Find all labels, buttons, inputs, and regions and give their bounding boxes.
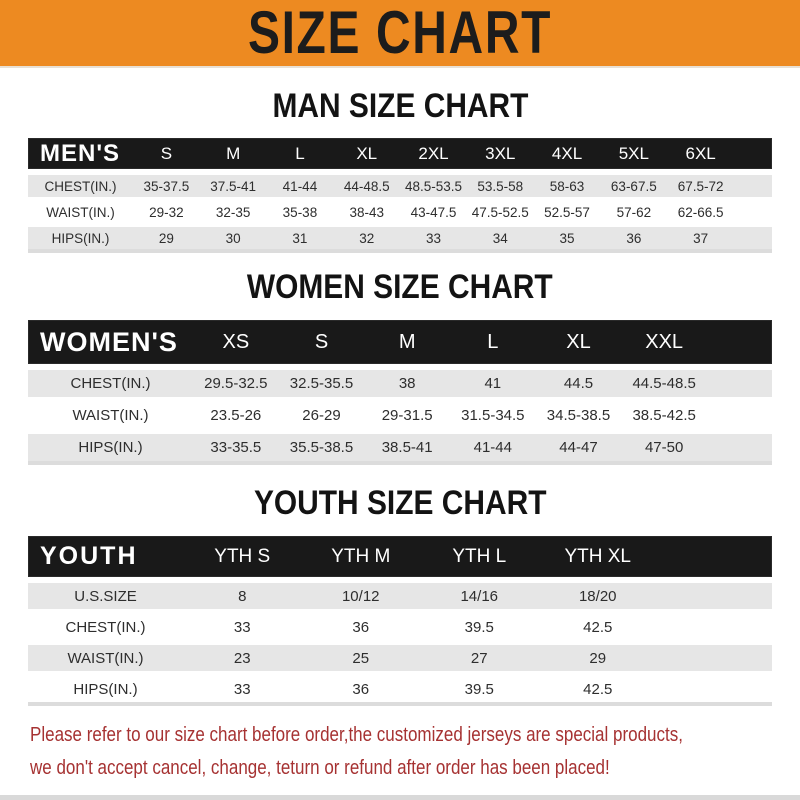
table-cell: 38	[398, 375, 416, 392]
table-cell: 43-47.5	[410, 204, 457, 220]
table-cell: 18/20	[578, 587, 617, 605]
column-header: S	[314, 330, 329, 353]
table-cell: 29	[589, 649, 607, 667]
table-row	[28, 227, 772, 249]
table-row	[28, 676, 772, 702]
women-size-table	[28, 320, 772, 465]
table-cell: 30	[225, 230, 241, 246]
table-cell: 53.5-58	[477, 178, 524, 194]
table-cell: 57-62	[616, 204, 652, 220]
table-row	[28, 614, 772, 640]
table-cell: 36	[626, 230, 642, 246]
table-cell: 34	[492, 230, 508, 246]
table-header-row	[28, 138, 772, 169]
table-cell: 23	[233, 649, 251, 667]
table-cell: 36	[352, 680, 370, 698]
table-cell: 35.5-38.5	[289, 439, 354, 456]
table-cell: 41-44	[282, 178, 318, 194]
table-cell: 29.5-32.5	[204, 375, 268, 392]
table-cell: 33	[425, 230, 441, 246]
footer-note	[30, 719, 800, 785]
table-cell: 32.5-35.5	[289, 375, 354, 392]
table-cell: 37	[693, 230, 709, 246]
table-cell: 37.5-41	[210, 178, 257, 194]
column-header: 6XL	[685, 143, 716, 163]
bottom-edge-strip	[0, 795, 800, 800]
column-header: 5XL	[618, 143, 649, 163]
column-header: S	[160, 143, 173, 163]
table-cell: 47-50	[644, 439, 684, 456]
column-header: XL	[566, 330, 591, 353]
table-cell: 25	[352, 649, 370, 667]
table-cell: 39.5	[464, 680, 494, 698]
table-cell: 35	[559, 230, 575, 246]
men-section-title	[0, 88, 800, 124]
table-row	[28, 201, 772, 223]
table-cell: 42.5	[583, 680, 613, 698]
row-label: WAIST(IN.)	[46, 204, 115, 220]
row-label: CHEST(IN.)	[70, 375, 151, 392]
table-cell: 29-32	[149, 204, 184, 220]
youth-size-table	[28, 536, 772, 706]
table-row	[28, 434, 772, 461]
column-header: YTH L	[452, 545, 507, 567]
table-row	[28, 402, 772, 429]
table-cell: 52.5-57	[544, 204, 590, 220]
table-header-row	[28, 320, 772, 364]
table-cell: 67.5-72	[677, 178, 724, 194]
column-header: YTH S	[214, 545, 271, 567]
table-cell: 31	[292, 230, 308, 246]
table-cell: 33	[233, 618, 251, 636]
column-header: L	[295, 143, 305, 163]
table-cell: 48.5-53.5	[404, 178, 463, 194]
youth-section-title	[0, 485, 800, 521]
table-cell: 36	[352, 618, 370, 636]
table-cell: 38.5-41	[381, 439, 433, 456]
table-header-row	[28, 536, 772, 577]
column-header: 3XL	[485, 143, 516, 163]
table-cell: 29-31.5	[381, 407, 433, 424]
column-header: YTH M	[331, 545, 391, 567]
footer-line-1: Please refer to our size chart before order,the customized jerseys are special products,	[30, 724, 683, 746]
table-cell: 39.5	[464, 618, 494, 636]
table-cell: 38.5-42.5	[632, 407, 696, 424]
column-header: XL	[356, 143, 378, 163]
youth-size-section	[0, 485, 800, 706]
row-label: HIPS(IN.)	[78, 439, 143, 456]
table-cell: 26-29	[302, 407, 341, 424]
table-cell: 62-66.5	[677, 204, 724, 220]
women-section-title	[0, 269, 800, 305]
youth-section-title-text: YOUTH SIZE CHART	[253, 484, 547, 522]
men-size-section	[0, 88, 800, 253]
column-header: L	[487, 330, 499, 353]
table-cell: 47.5-52.5	[471, 204, 529, 220]
row-label: HIPS(IN.)	[73, 680, 138, 698]
table-cell: 35-38	[282, 204, 318, 220]
table-cell: 33	[233, 680, 251, 698]
banner-title: SIZE CHART	[248, 0, 552, 66]
column-header: 4XL	[551, 143, 583, 163]
table-cell: 42.5	[583, 618, 613, 636]
row-label: CHEST(IN.)	[44, 178, 117, 194]
column-header: XXL	[645, 330, 684, 353]
table-cell: 31.5-34.5	[461, 407, 525, 424]
table-cell: 35-37.5	[143, 178, 190, 194]
table-cell: 27	[470, 649, 488, 667]
table-cell: 58-63	[549, 178, 585, 194]
women-section-title-text: WOMEN SIZE CHART	[247, 268, 553, 306]
row-label: U.S.SIZE	[74, 587, 137, 605]
table-cell: 44.5-48.5	[632, 375, 696, 392]
table-row	[28, 370, 772, 397]
table-cell: 29	[158, 230, 174, 246]
table-cell: 44.5	[563, 375, 594, 392]
table-row	[28, 645, 772, 671]
table-cell: 14/16	[460, 587, 499, 605]
table-row	[28, 175, 772, 197]
table-corner-label: MEN'S	[40, 139, 121, 167]
table-cell: 44-48.5	[343, 178, 390, 194]
table-cell: 41-44	[473, 439, 512, 456]
table-cell: 38-43	[349, 204, 384, 220]
row-label: WAIST(IN.)	[72, 407, 149, 424]
column-header: M	[398, 330, 416, 353]
column-header: XS	[222, 330, 250, 353]
row-label: HIPS(IN.)	[51, 230, 110, 246]
table-cell: 34.5-38.5	[546, 407, 611, 424]
table-cell: 10/12	[341, 587, 380, 605]
table-cell: 23.5-26	[210, 407, 262, 424]
table-cell: 32	[359, 230, 375, 246]
women-size-section	[0, 269, 800, 465]
footer-line-2: we don't accept cancel, change, teturn or refund after order has been placed!	[30, 757, 610, 779]
banner	[0, 0, 800, 68]
table-cell: 41	[484, 375, 502, 392]
table-cell: 8	[238, 587, 247, 605]
column-header: 2XL	[418, 143, 449, 163]
row-label: WAIST(IN.)	[67, 649, 144, 667]
table-corner-label: WOMEN'S	[40, 326, 178, 357]
table-cell: 63-67.5	[610, 178, 657, 194]
table-cell: 32-35	[215, 204, 251, 220]
table-cell: 33-35.5	[210, 439, 262, 456]
men-size-table	[28, 138, 772, 253]
table-cell: 44-47	[559, 439, 598, 456]
men-section-title-text: MAN SIZE CHART	[272, 87, 528, 125]
row-label: CHEST(IN.)	[65, 618, 146, 636]
column-header: YTH XL	[564, 545, 632, 567]
table-corner-label: YOUTH	[40, 542, 138, 570]
table-row	[28, 583, 772, 609]
column-header: M	[226, 143, 241, 163]
